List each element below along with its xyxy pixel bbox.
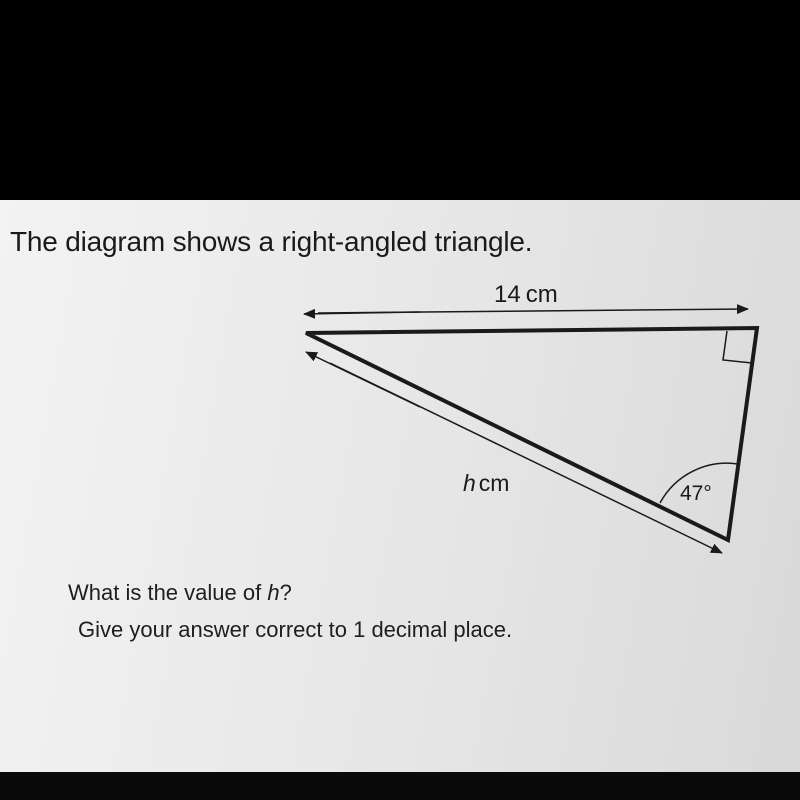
right-triangle — [306, 328, 757, 540]
top-side-value: 14 — [494, 281, 521, 308]
top-side-label — [494, 281, 558, 308]
hypotenuse-var: h — [463, 470, 476, 496]
question-prompt-var: h — [267, 580, 280, 605]
question-prompt-suffix: ? — [279, 580, 292, 605]
answer-instruction: Give your answer correct to 1 decimal place. — [78, 617, 513, 642]
question-intro: The diagram shows a right-angled triangle. — [10, 226, 533, 257]
top-side-unit: cm — [525, 281, 558, 308]
right-angle-marker — [723, 331, 752, 363]
question-prompt — [68, 580, 292, 606]
monitor-bezel-bottom — [0, 772, 800, 800]
question-prompt-prefix: What is the value of — [68, 580, 268, 605]
hypotenuse-label — [463, 470, 509, 496]
hypotenuse-unit: cm — [478, 470, 510, 496]
angle-label: 47° — [680, 482, 712, 505]
